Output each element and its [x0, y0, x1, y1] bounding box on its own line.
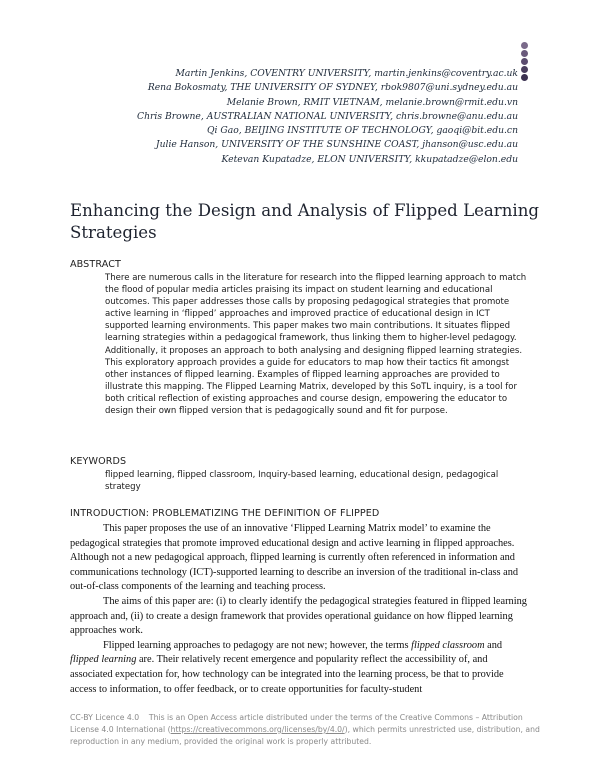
intro-text: are. Their relatively recent emergence and popularity reflect the accessibility of, and associated expectation for, how technology can be integrated into the learning process, be that to provide access to information, to offer feedback, or to create opportunities for faculty-student	[70, 654, 504, 695]
keywords-heading: KEYWORDS	[70, 456, 127, 467]
paper-title: Enhancing the Design and Analysis of Flipped Learning Strategies	[70, 201, 540, 242]
abstract-heading: ABSTRACT	[70, 259, 121, 270]
author-line: Ketevan Kupatadze, ELON UNIVERSITY, kkupatadze@elon.edu	[221, 153, 518, 165]
decor-dot	[521, 58, 528, 65]
license-footer	[70, 712, 540, 747]
author-line: Qi Gao, BEIJING INSTITUTE OF TECHNOLOGY, gaoqi@bit.edu.cn	[207, 125, 518, 137]
intro-heading: INTRODUCTION: PROBLEMATIZING THE DEFINITION OF FLIPPED	[70, 508, 380, 519]
license-text: ), which permits unrestricted use, distribution, and reproduction in any medium, provided the original work is properly attributed.	[70, 724, 540, 746]
decor-dot	[521, 74, 528, 81]
author-line: Rena Bokosmaty, THE UNIVERSITY OF SYDNEY, rbok9807@uni.sydney.edu.au	[147, 82, 518, 94]
license-text: This is an Open Access article distributed under the terms of the Creative Commons – Attribution License 4.0 International (	[70, 713, 523, 734]
decor-dot	[521, 50, 528, 57]
intro-body	[70, 522, 530, 697]
intro-text: Flipped learning approaches to pedagogy are not new; however, the terms	[103, 639, 412, 651]
decor-dot	[521, 66, 528, 73]
intro-paragraph	[70, 639, 530, 697]
intro-text: and	[484, 639, 503, 651]
author-list	[78, 67, 518, 167]
author-line: Chris Browne, AUSTRALIAN NATIONAL UNIVERSITY, chris.browne@anu.edu.au	[137, 110, 518, 122]
abstract-text: There are numerous calls in the literature for research into the flipped learning approach to match the flood of popular media articles praising its impact on student learning and educational outcomes. This paper addresses those calls by proposing pedagogical strategies that promote active learning in ‘flipped’ approaches and improved practice of educational design in ICT supported learning environments. This paper makes two main contributions. It situates flipped learning strategies within a pedagogical framework, thus linking them to higher-level pedagogy. Additionally, it proposes an approach to both analysing and designing flipped learning strategies. This exploratory approach provides a guide for educators to map how their tactics fit amongst other instances of flipped learning. Examples of flipped learning approaches are provided to illustrate this mapping. The Flipped Learning Matrix, developed by this SoTL inquiry, is a tool for both critical reflection of existing approaches and course design, empowering the educator to design their own flipped version that is pedagogically sound and fit for purpose.	[105, 273, 527, 417]
license-link[interactable]: https://creativecommons.org/licenses/by/4.0/	[170, 724, 345, 734]
intro-paragraph: The aims of this paper are: (i) to clearly identify the pedagogical strategies featured in flipped learning approach and, (ii) to create a design framework that provides operational guidance on how flipped learning approaches work.	[70, 595, 527, 637]
decor-dot	[521, 42, 528, 49]
term-flipped-classroom: flipped classroom	[411, 639, 485, 651]
author-line: Martin Jenkins, COVENTRY UNIVERSITY, martin.jenkins@coventry.ac.uk	[175, 68, 518, 79]
author-line: Melanie Brown, RMIT VIETNAM, melanie.brown@rmit.edu.vn	[226, 96, 518, 108]
license-label: CC-BY Licence 4.0	[70, 713, 140, 722]
author-line: Julie Hanson, UNIVERSITY OF THE SUNSHINE COAST, jhanson@usc.edu.au	[155, 139, 518, 151]
term-flipped-learning: flipped learning	[70, 654, 137, 666]
decorative-dots	[518, 42, 530, 82]
keywords-text: flipped learning, flipped classroom, Inquiry-based learning, educational design, pedagogical strategy	[105, 470, 499, 493]
intro-paragraph: This paper proposes the use of an innovative ‘Flipped Learning Matrix model’ to examine the pedagogical strategies that promote improved educational design and active learning in flipped approaches. Although not a new pedagogical approach, flipped learning is currently often referenced in information and communications technology (ICT)-supported learning to describe an inversion of the traditional in-class and out-of-class components of the learning and teaching process.	[70, 523, 519, 593]
